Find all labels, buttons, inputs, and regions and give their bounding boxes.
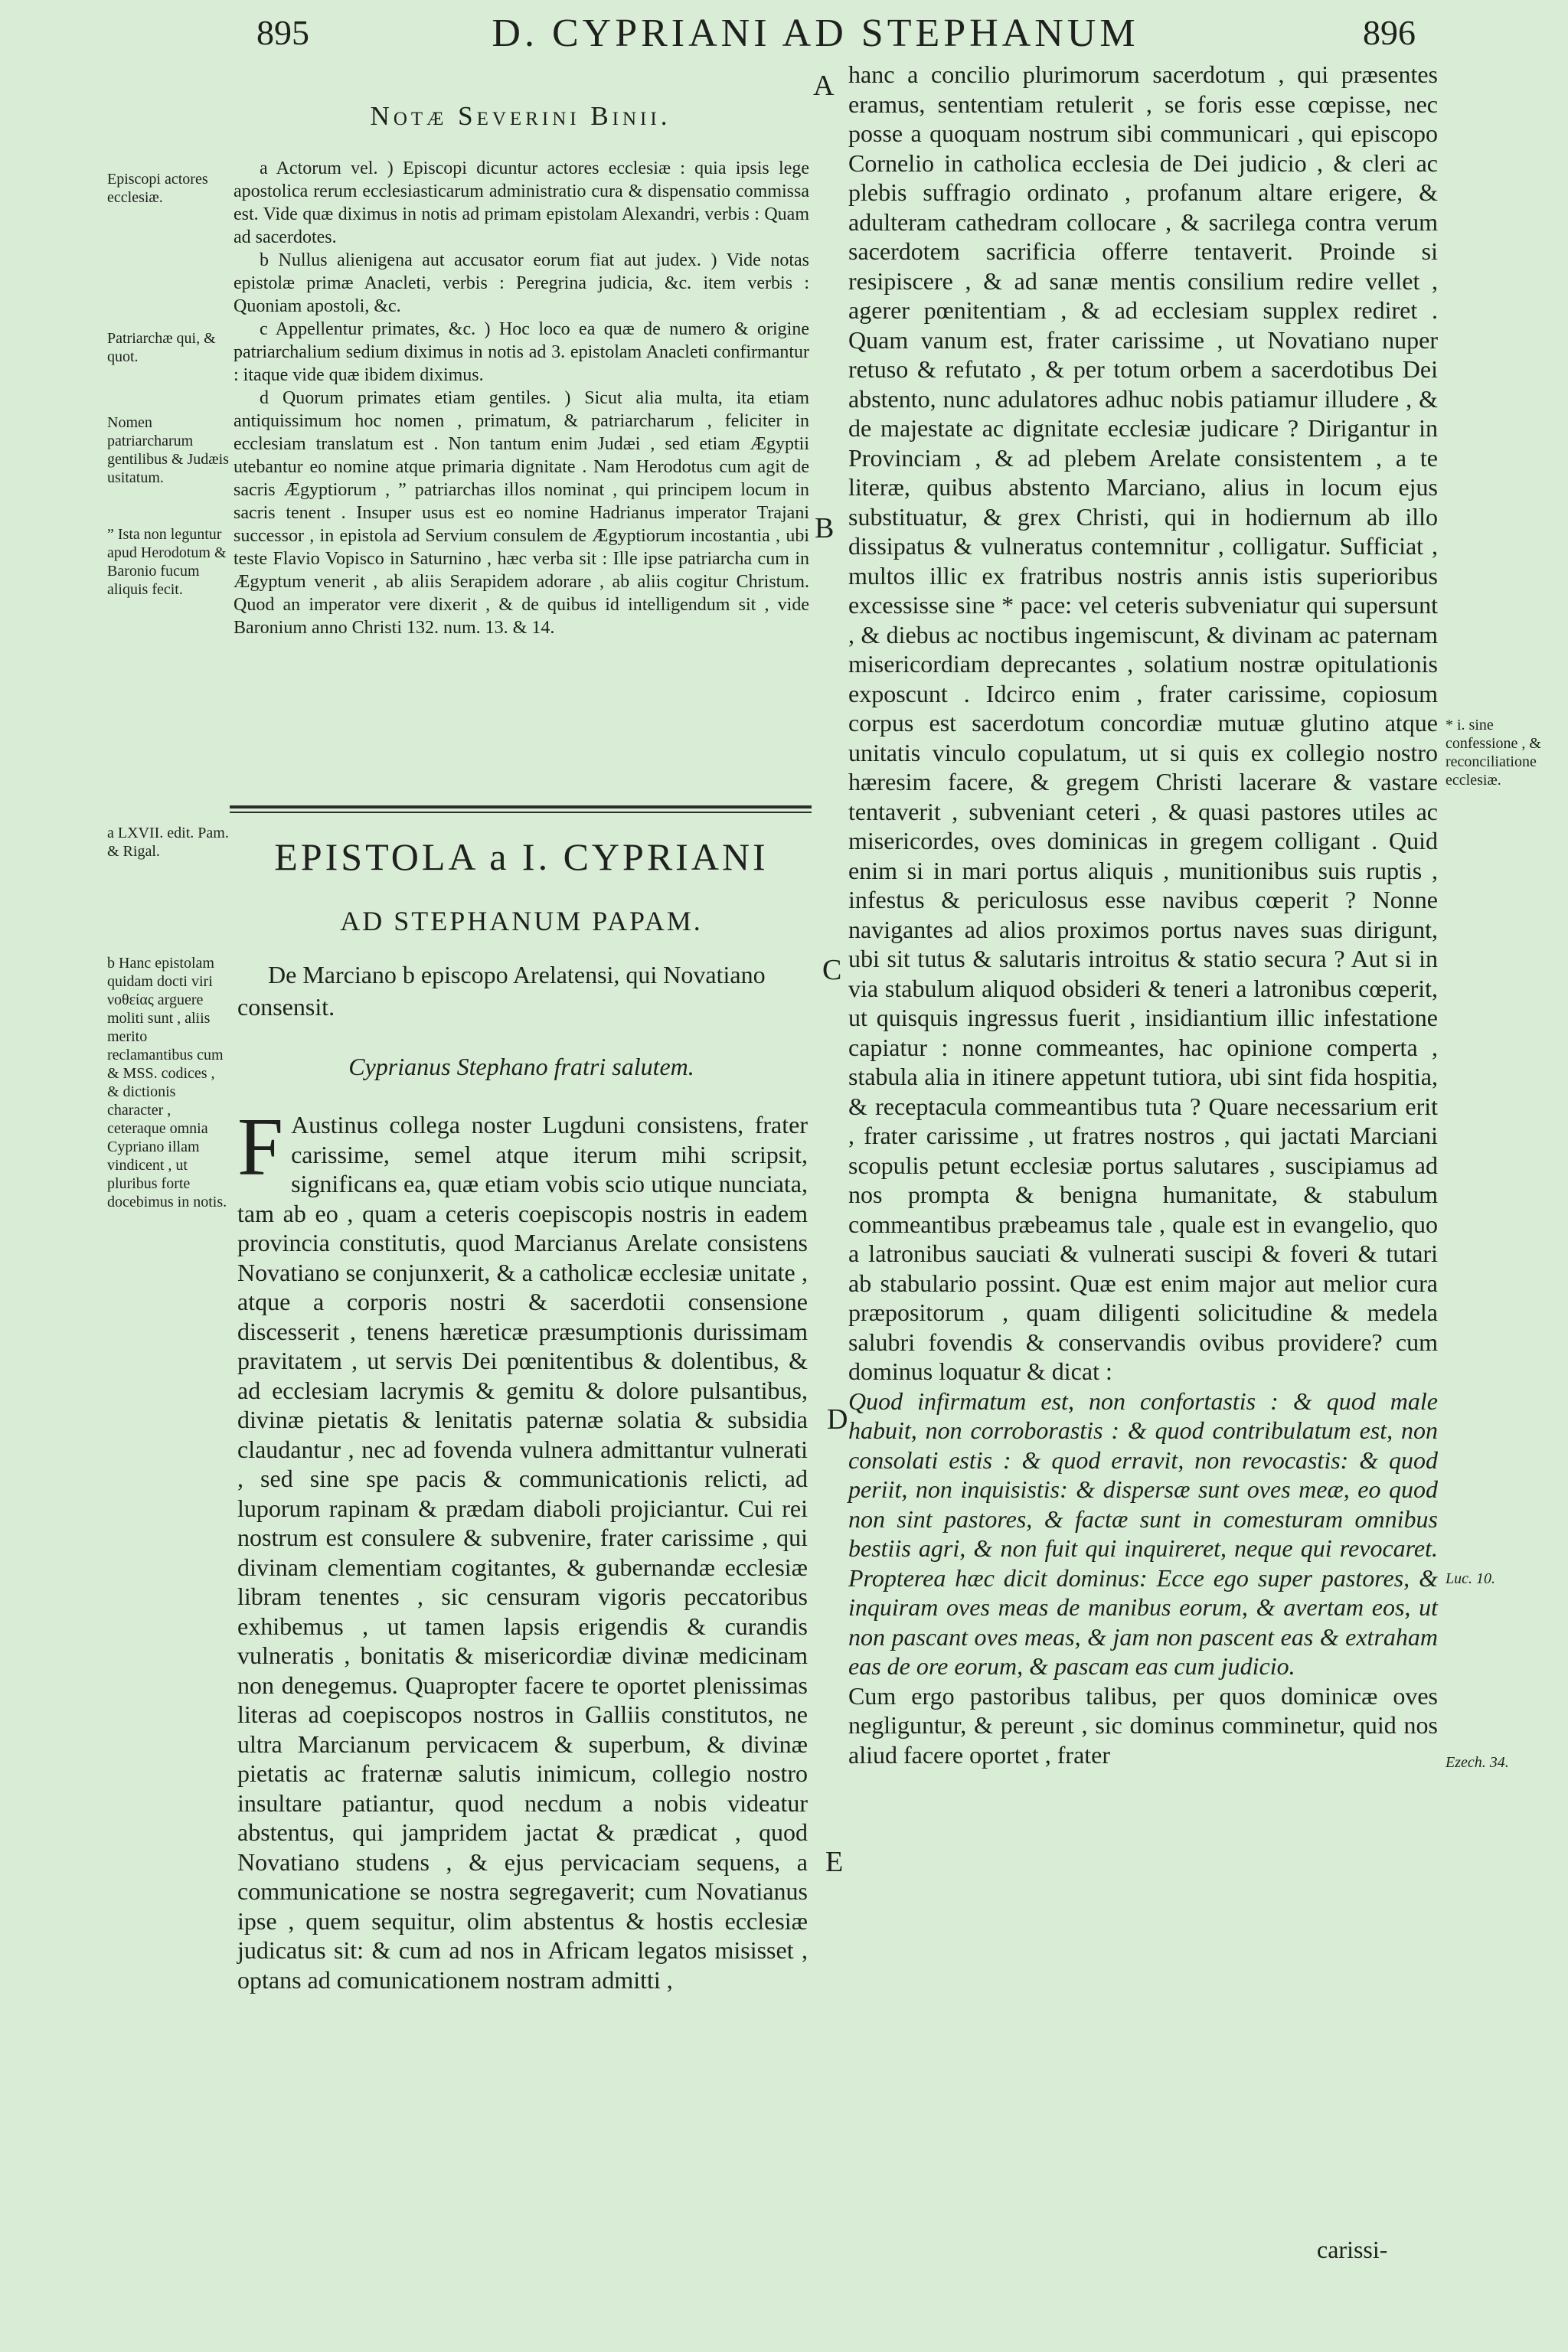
page-number-right: 896	[1363, 13, 1416, 52]
epistle-text-left	[237, 1102, 808, 1994]
margin-note: a LXVII. edit. Pam. & Rigal.	[107, 825, 229, 860]
margin-note: * i. sine confessione , & reconciliatione ecclesiæ.	[1446, 717, 1541, 789]
body-paragraph: Cum ergo pastoribus talibus, per quos dominicæ oves negliguntur, & pereunt , sic dominus comminetur, quid nos aliud facere oportet , frater	[848, 1681, 1438, 1769]
divider-rule-thin	[230, 812, 812, 813]
body-paragraph: Austinus collega noster Lugduni consistens, frater carissime, semel atque iterum mihi scripsit, significans ea, quæ etiam vobis scio utique nunciata, tam ab eo , quam a ceteris coepiscopis nostris in eadem provincia constitutis, quod Marcianus Arelate consistens Novatiano se conjunxerit, & a catholicæ ecclesiæ unitate , atque a corporis nostri & sacerdotii consensione discesserit , tenens hæreticæ præsumptionis durissimam pravitatem , ut servis Dei pœnitentibus & dolentibus, & ad ecclesiam lacrymis & gemitu & dolore pulsantibus, divinæ pietatis & lenitatis paternæ solatia & subsidia claudantur , nec ad fovenda vulnera admittantur vulnerati , sed sine spe pacis & communicationis relicti, ad luporum rapinam & prædam diaboli projiciantur. Cui rei nostrum est consulere & subvenire, frater carissime , qui divinam clementiam cogitantes, & gubernandæ ecclesiæ libram tenentes , sic censuram vigoris peccatoribus exhibemus , ut tamen lapsis erigendis & curandis vulneratis , bonitatis & misericordiæ divinæ medicinam non denegemus. Quapropter facere te oportet plenissimas literas ad coepiscopos nostros in Galliis constitutos, ne ultra Marcianum pervicacem & superbum, & divinæ pietatis ac fraternæ salutis inimicum, collegio nostro insultare patiantur, quod necdum a nobis videatur abstentus, qui jampridem jactat & prædicat , quod Novatiano studens , & ejus pervicaciam sequens, a communicatione se nostra segregaverit; cum Novatianus ipse , quem sequitur, olim abstentus & hostis ecclesiæ judicatus sit: & cum ad nos in Africam legatos misisset , optans ad comunicationem nostram admitti ,	[237, 1111, 808, 1994]
epistle-summary: De Marciano b episcopo Arelatensi, qui Novatiano consensit.	[237, 961, 766, 1021]
section-letter: E	[825, 1846, 844, 1878]
note-paragraph: d Quorum primates etiam gentiles. ) Sicut alia multa, ita etiam antiquissimum hoc nomen , primatum, & patriarcharum , feliciter in ecclesiam translatum est . Non tantum enim Judæi , sed etiam Ægyptii utebantur eo nomine atque primaria dignitate . Nam Herodotus cum agit de sacris Ægyptiorum , ” patriarchas illos nominat , qui principem locum in sacris tenent . Insuper usus est eo nomine Hadrianus imperator Trajani successor , in epistola ad Servium consulem de Ægyptiorum incostantia , ubi teste Flavio Vopisco in Saturnino , hæc verba sit : Ille ipse patriarcha cum in Ægyptum venerit , ab aliis Serapidem adorare , ab aliis cogitur Christum. Quod an imperator vere dixerit , & de quibus id intelligendum sit , vide Baronium anno Christi 132. num. 13. & 14.	[234, 388, 809, 638]
section-letter: C	[822, 954, 842, 986]
section-letter: D	[827, 1403, 848, 1436]
notes-title: Notæ Severini Binii.	[370, 101, 671, 131]
epistle-text-right	[848, 60, 1438, 1769]
note-paragraph: c Appellentur primates, &c. ) Hoc loco ea quæ de numero & origine patriarchalium sedium diximus in notis ad 3. epistolam Anacleti confirmantur : itaque vide quæ ibidem diximus.	[234, 319, 809, 385]
notes-body	[234, 157, 809, 639]
drop-cap: F	[237, 1102, 284, 1193]
note-paragraph: a Actorum vel. ) Episcopi dicuntur actores ecclesiæ : quia ipsis lege apostolica rerum ecclesiasticarum administratio cura & dispensatio commissa est. Vide quæ diximus in notis ad primam epistolam Alexandri, verbis : Quam ad sacerdotes.	[234, 158, 809, 247]
margin-note: Patriarchæ qui, & quot.	[107, 330, 216, 365]
margin-note: ” Ista non leguntur apud Herodotum & Baronio fucum aliquis fecit.	[107, 526, 227, 598]
margin-note: Nomen patriarcharum gentilibus & Judæis usitatum.	[107, 414, 229, 486]
divider-rule	[230, 805, 812, 808]
margin-note: b Hanc epistolam quidam docti viri νοθείας arguere moliti sunt , aliis merito reclamantibus cum & MSS. codices , & dictionis character , ceteraque omnia Cypriano illam vindicent , ut pluribus forte docebimus in notis.	[107, 955, 227, 1210]
epistle-subtitle: AD STEPHANUM PAPAM.	[340, 906, 703, 936]
epistle-salutation: Cyprianus Stephano fratri salutem.	[348, 1053, 694, 1080]
scripture-quotation: Quod infirmatum est, non confortastis : & quod male habuit, non corroborastis : & quod contribulatum est, non consolati estis : & quod erravit, non revocastis: & quod periit, non inquisistis: & dispersæ sunt oves meæ, eo quod non sint pastores, & factæ sunt in comesturam omnibus bestiis agri, & non fuit qui inquireret, neque qui revocaret. Propterea hæc dicit dominus: Ecce ego super pastores, & inquiram oves meas de manibus eorum, & avertam eos, ut non pascant oves meas, & jam non pascent eas & extraham eas de ore eorum, & pascam eas cum judicio.	[848, 1387, 1438, 1680]
section-letter: B	[815, 512, 835, 544]
body-paragraph: hanc a concilio plurimorum sacerdotum , qui præsentes eramus, sententiam retulerit , se foris esse cœpisse, nec posse a quoquam nostrum sibi communicari , qui episcopo Cornelio in catholica ecclesia de Dei judicio , & cleri ac plebis suffragio ordinato , profanum altare erigere, & adulteram cathedram collocare , & sacrilega contra verum sacerdotem sacrificia offerre tentaverit. Proinde si resipiscere , & ad sanæ mentis consilium redire vellet , agerer pœnitentiam , & ad ecclesiam supplex rediret . Quam vanum est, frater carissime , ut Novatiano nuper retuso & refutato , & per totum orbem a sacerdotibus Dei abstento, nunc adulatores adhuc nobis patiamur illudere , & de majestate ac dignitate ecclesiæ judicare ? Dirigantur in Provinciam , & ad plebem Arelate consistentem , a te literæ, quibus abstento Marciano, alius in locum ejus substituatur, & grex Christi, qui in hodiernum ab illo dissipatus & vulneratus contemnitur , colligatur. Sufficiat , multos illic ex fratribus nostris annis istis superioribus excessisse sine * pace: vel ceteris subveniatur qui supersunt , & diebus ac noctibus ingemiscunt, & divinam ac paternam misericordiam deprecantes , solatium nostræ opitulationis exposcunt . Idcirco enim , frater carissime, copiosum corpus est sacerdotum concordiæ mutuæ glutino atque unitatis vinculo copulatum, ut si quis ex collegio nostro hæresim facere, & gregem Christi lacerare & vastare tentaverit , subveniant ceteri , & quasi pastores utiles ac misericordes, oves dominicas in gregem colligant . Quid enim si in mari portus aliquis , munitionibus suis ruptis , infestus & periculosus esse navibus cœperit ? Nonne navigantes ad alios proximos portus naves suas dirigunt, ubi sit tutus & salutaris introitus & statio secura ? Aut si in via stabulum aliquod obsideri & teneri a latronibus cœperit, ut quisquis ingressus fuerit , insidiantium illic infestatione capiatur : nonne commeantes, hac opinione comperta , stabula alia in itinere appetunt tutiora, ubi sint fida hospitia, & receptacula commeantibus tuta ? Quare necessarium erit , frater carissime , ut fratres nostros , qui jactati Marciani scopulis petunt ecclesiæ portus salutares , suscipiamus ad nos prompta & benigna humanitate, & stabulum commeantibus præbeamus tale , quale est in evangelio, quo a latronibus sauciati & vulnerati suscipi & foveri & tutari ab stabulario possint. Quæ est enim major aut melior cura præpositorum , quam diligenti solicitudine & medela salubri fovendis & conservandis ovibus providere? cum dominus loquatur & dicat :	[848, 60, 1438, 1385]
page-number-left: 895	[256, 13, 309, 52]
margin-note: Episcopi actores ecclesiæ.	[107, 171, 208, 206]
section-letter: A	[813, 70, 835, 102]
running-header: D. CYPRIANI AD STEPHANUM	[492, 11, 1139, 55]
margin-note: Luc. 10.	[1446, 1570, 1495, 1587]
epistle-title: EPISTOLA a I. CYPRIANI	[274, 835, 769, 878]
catchword: carissi-	[1317, 2236, 1388, 2263]
margin-note: Ezech. 34.	[1446, 1754, 1509, 1771]
note-paragraph: b Nullus alienigena aut accusator eorum fiat aut judex. ) Vide notas epistolæ primæ Anacleti, verbis : Peregrina judicia, &c. item verbis : Quoniam apostoli, &c.	[234, 250, 809, 316]
